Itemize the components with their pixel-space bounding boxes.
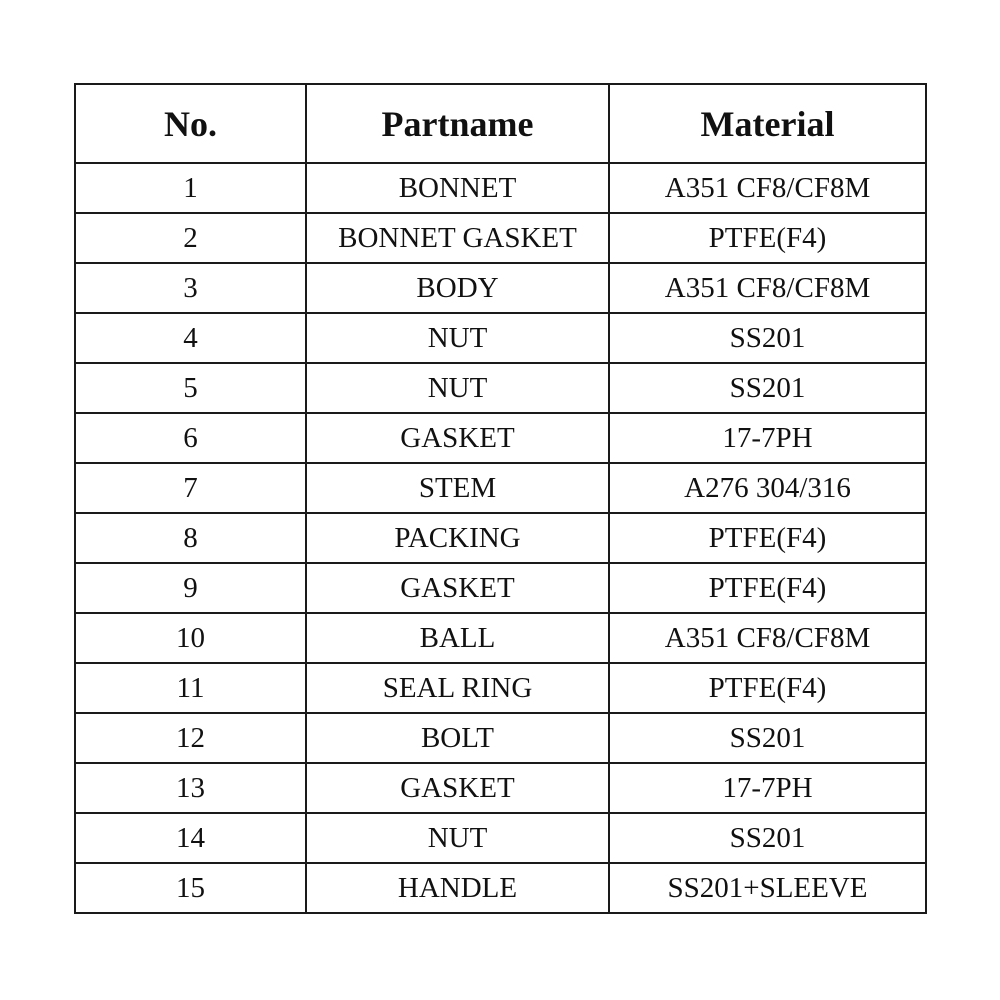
table-body — [75, 163, 926, 913]
cell-partname: BONNET GASKET — [306, 213, 609, 263]
cell-no: 13 — [75, 763, 306, 813]
cell-material: PTFE(F4) — [609, 563, 926, 613]
cell-no: 2 — [75, 213, 306, 263]
cell-partname: STEM — [306, 463, 609, 513]
table-row — [75, 563, 926, 613]
parts-table — [74, 83, 927, 914]
cell-material: SS201 — [609, 713, 926, 763]
table-row — [75, 313, 926, 363]
cell-no: 4 — [75, 313, 306, 363]
cell-material: SS201 — [609, 813, 926, 863]
table-row — [75, 213, 926, 263]
cell-no: 9 — [75, 563, 306, 613]
table-header — [75, 84, 926, 163]
cell-material: A276 304/316 — [609, 463, 926, 513]
cell-partname: NUT — [306, 813, 609, 863]
cell-partname: NUT — [306, 363, 609, 413]
cell-material: 17-7PH — [609, 763, 926, 813]
cell-no: 11 — [75, 663, 306, 713]
cell-partname: GASKET — [306, 763, 609, 813]
cell-material: A351 CF8/CF8M — [609, 613, 926, 663]
header-row — [75, 84, 926, 163]
cell-partname: SEAL RING — [306, 663, 609, 713]
cell-no: 15 — [75, 863, 306, 913]
cell-no: 1 — [75, 163, 306, 213]
cell-partname: GASKET — [306, 413, 609, 463]
table-row — [75, 363, 926, 413]
cell-no: 3 — [75, 263, 306, 313]
cell-no: 14 — [75, 813, 306, 863]
cell-no: 12 — [75, 713, 306, 763]
cell-material: A351 CF8/CF8M — [609, 163, 926, 213]
table-row — [75, 513, 926, 563]
cell-partname: NUT — [306, 313, 609, 363]
cell-no: 5 — [75, 363, 306, 413]
cell-material: SS201 — [609, 363, 926, 413]
cell-partname: PACKING — [306, 513, 609, 563]
cell-material: PTFE(F4) — [609, 513, 926, 563]
cell-no: 6 — [75, 413, 306, 463]
cell-material: SS201 — [609, 313, 926, 363]
cell-no: 8 — [75, 513, 306, 563]
header-material: Material — [609, 84, 926, 163]
cell-partname: BALL — [306, 613, 609, 663]
cell-no: 7 — [75, 463, 306, 513]
cell-partname: GASKET — [306, 563, 609, 613]
cell-no: 10 — [75, 613, 306, 663]
cell-partname: BOLT — [306, 713, 609, 763]
cell-material: PTFE(F4) — [609, 213, 926, 263]
cell-partname: BONNET — [306, 163, 609, 213]
table-row — [75, 463, 926, 513]
table-row — [75, 613, 926, 663]
table-row — [75, 263, 926, 313]
table-row — [75, 163, 926, 213]
table-row — [75, 763, 926, 813]
cell-partname: HANDLE — [306, 863, 609, 913]
cell-partname: BODY — [306, 263, 609, 313]
cell-material: PTFE(F4) — [609, 663, 926, 713]
cell-material: 17-7PH — [609, 413, 926, 463]
table-row — [75, 863, 926, 913]
table-row — [75, 813, 926, 863]
table-row — [75, 663, 926, 713]
table-row — [75, 413, 926, 463]
table-row — [75, 713, 926, 763]
cell-material: A351 CF8/CF8M — [609, 263, 926, 313]
cell-material: SS201+SLEEVE — [609, 863, 926, 913]
header-partname: Partname — [306, 84, 609, 163]
header-no: No. — [75, 84, 306, 163]
